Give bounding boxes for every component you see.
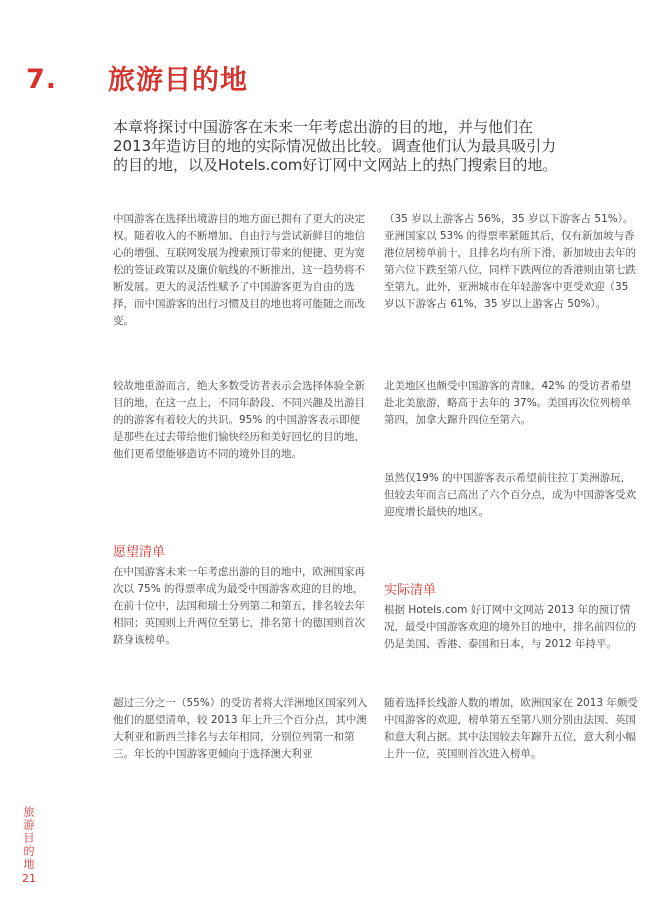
right-column-block-5 (384, 695, 640, 763)
right-column-block-4 (384, 582, 640, 653)
right-column-block-2 (384, 378, 640, 429)
left-paragraph-2: 较故地重游而言，绝大多数受访者表示会选择体验全新目的地，在这一点上，不同年龄段、不同兴趣及出游目的的游客有着较大的共识。95% 的中国游客表示即便是那些在过去带给他们愉快经历和美好回忆的目的地，他们更希望能够造访不同的境外目的地。 (113, 380, 365, 460)
right-paragraph-1: （35 岁以上游客占 56%，35 岁以下游客占 51%）。亚洲国家以 53% 的得票率紧随其后，仅有新加坡与香港位居榜单前十，且排名均有所下滑，新加坡由去年的第六位下跌至第八位，同样下跌两位的香港则由第七跌至第九。此外，亚洲城市在年轻游客中更受欢迎（35 岁以下游客占 61%，35 岁以上游客占 50%）。 (384, 213, 636, 310)
right-paragraph-3: 虽然仅19% 的中国游客表示希望前往拉丁美洲游玩，但较去年而言已高出了六个百分点，成为中国游客受欢迎度增长最快的地区。 (384, 472, 636, 518)
left-paragraph-1: 中国游客在选择出境游目的地方面已拥有了更大的决定权。随着收入的不断增加、自由行与尝试新鲜目的地信心的增强、互联网发展为搜索预订带来的便捷、更为宽松的签证政策以及廉价航线的不断推出，这一趋势将不断发展。更大的灵活性赋予了中国游客更为自由的选择，而中国游客的出行习惯及目的地也将可能随之而改变。 (113, 213, 365, 327)
right-paragraph-4: 根据 Hotels.com 好订网中文网站 2013 年的预订情况，最受中国游客欢迎的境外目的地中，排名前四位的仍是美国、香港、泰国和日本，与 2012 年持平。 (384, 604, 636, 650)
wishlist-heading: 愿望清单 (113, 545, 166, 560)
right-paragraph-2: 北美地区也颇受中国游客的青睐，42% 的受访者希望赴北美旅游，略高于去年的 37%。美国再次位列榜单第四，加拿大蹿升四位至第六。 (384, 380, 632, 426)
side-section-label: 旅游目的地 (22, 806, 35, 871)
intro-paragraph: 本章将探讨中国游客在未来一年考虑出游的目的地，并与他们在2013年造访目的地的实际情况做出比较。调查他们认为最具吸引力的目的地，以及Hotels.com好订网中文网站上的热门搜索目的地。 (113, 118, 558, 174)
right-column-block-1 (384, 211, 640, 313)
left-column-block-4 (113, 695, 369, 763)
right-paragraph-5: 随着选择长线游人数的增加，欧洲国家在 2013 年颇受中国游客的欢迎，榜单第五至第八则分别由法国、英国和意大利占据。其中法国较去年蹿升五位，意大利小幅上升一位，英国则首次进入榜单。 (384, 697, 638, 760)
left-column-block-2 (113, 378, 369, 463)
right-column-block-3 (384, 470, 640, 521)
page-number: 21 (22, 872, 36, 885)
chapter-title: 旅游目的地 (108, 65, 248, 96)
left-paragraph-3: 在中国游客未来一年考虑出游的目的地中，欧洲国家再次以 75% 的得票率成为最受中国游客欢迎的目的地，在前十位中，法国和瑞士分列第二和第五，排名较去年相同；英国则上升两位至第七，排名第十的德国则首次跻身该榜单。 (113, 566, 365, 646)
left-column-block-3 (113, 544, 369, 649)
left-column-block-1 (113, 211, 369, 330)
left-paragraph-4: 超过三分之一（55%）的受访者将大洋洲地区国家列入他们的愿望清单，较 2013 年上升三个百分点，其中澳大利亚和新西兰排名与去年相同，分别位列第一和第三。年长的中国游客更倾向于选择澳大利亚 (113, 697, 368, 760)
reality-heading: 实际清单 (384, 583, 437, 598)
chapter-number: 7. (26, 64, 58, 95)
